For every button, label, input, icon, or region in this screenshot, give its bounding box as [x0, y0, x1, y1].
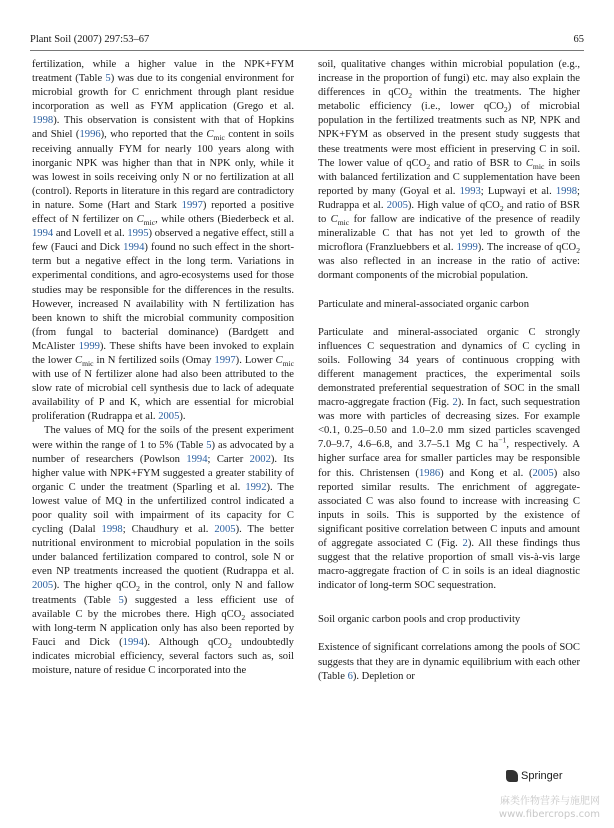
paragraph: fertilization, while a higher value in the NPK+FYM treatment (Table 5) was due to its congenial environment for microbial growth for C enrichment through plant residue incorporation as well as FYM application (Grego et al. 1998). This observation is consistent with that of Hopkins and Shiel (1996), who reported that the $C_{mic}$ content in soils receiving annually FYM for nearly 100 years along with inorganic NPK was higher than that in NPK only, while it was lowest in soils receiving only N or no fertilization at all (control). Reports in literature in this regard are contradictory in nature. Some (Hart and Stark 1997) reported a positive effect of N fertilizer on $C_{mic}$, while others (Biederbeck et al. 1994 and Lovell et al. 1995) observed a negative effect, still a few (Fauci and Dick 1994) found no such effect in the short-term but a negative effect in the long term. Variations in experimental conditions, and agro-ecosystems used for those studies may be responsible for the differences in the results. However, increased N availability with N fertilization has been known to shift the microbial community composition (from fungal to bacterial dominance) (Bardgett and McAlister 1999). These shifts have been invoked to explain the lower $C_{mic}$ in N fertilized soils (Omay 1997). Lower $C_{mic}$ with use of N fertilizer alone had also been attributed to the slow rate of microbial cell synthesis due to lack of adequate availability of P and K, which are essential for microbial proliferation (Rudrappa et al. 2005).: [32, 59, 295, 423]
citation-link[interactable]: 6: [347, 670, 353, 682]
citation-link[interactable]: 1994: [122, 636, 144, 648]
citation-link[interactable]: 2005: [386, 199, 408, 211]
citation-link[interactable]: 2: [452, 397, 458, 409]
citation-link[interactable]: 1997: [214, 354, 236, 366]
citation-link[interactable]: 5: [105, 73, 111, 85]
publisher-name: Springer: [521, 770, 563, 782]
citation-link[interactable]: 2005: [214, 524, 236, 536]
citation-link[interactable]: 2005: [158, 411, 180, 423]
citation-link[interactable]: 1998: [32, 115, 54, 127]
paragraph: Particulate and mineral-associated organic C strongly influences C sequestration and dynamics of C cycling in soils. Following 34 years of continuous cropping with different management practices, the experimental soils demonstrated preferential sequestration of SOC in the small macro-aggregate fraction (Fig. 2). In fact, such sequestration was more with particles of decreasing sizes. For example <0.1, 0.25–0.50 and 1.0–2.0 mm sized particles scavenged 7.0–9.7, 4.6–6.8, and 3.7–5.1 Mg C $ha^{-1}$, respectively. A higher surface area for smaller particles may be responsible for this. Christensen (1986) and Kong et al. (2005) also reported similar results. The enrichment of aggregate-associated C was also found to increase with increasing C inputs in soils. This is supported by the existence of significant positive correlation between C inputs and amount of aggregate associated C (Fig. 2). All these findings thus suggest that the relative proportion of small vis-à-vis large macro-aggregate fraction of C in soils is an ideal diagnostic indicator of long-term SOC sequestration.: [318, 326, 581, 592]
citation-link[interactable]: 1994: [32, 228, 54, 240]
journal-citation: Plant Soil (2007) 297:53–67: [30, 34, 150, 45]
page-header: [30, 34, 584, 45]
citation-link[interactable]: 1994: [186, 453, 208, 465]
section-heading: Soil organic carbon pools and crop productivity: [318, 614, 521, 626]
citation-link[interactable]: 2: [462, 538, 468, 549]
citation-link[interactable]: 1999: [456, 242, 478, 254]
watermark: [499, 795, 600, 821]
citation-link[interactable]: 1998: [555, 185, 578, 197]
citation-link[interactable]: 1999: [78, 340, 100, 352]
watermark-url: www.fibercrops.com: [498, 809, 600, 820]
paragraph: The values of MQ for the soils of the present experiment were within the range of 1 to 5% (Table 5) as advocated by a number of researchers (Powlson 1994; Carter 2002). Its higher value with NPK+FYM suggested a greater stability of organic C under the treatment (Sparling et al. 1992). The lowest value of MQ in the unfertilized control indicated a poor quality soil with impairment of its capacity for C cycling (Dalal 1998; Chaudhury et al. 2005). The better nutritional environment to microbial population in the soils under balanced fertilization compared to control, sole N or even NP treatments increased the quotient (Rudrappa et al. 2005). The higher qCO$_2$ in the control, only N and fallow treatments (Table 5) suggested a less efficient use of available C by the microbes there. High qCO$_2$ associated with long-term N application only has also been reported by Fauci and Dick (1994). Although qCO$_2$ undoubtedly indicates microbial efficiency, several factors such as, soil moisture, nature of residue C incorporated into the: [32, 425, 294, 677]
citation-link[interactable]: 2005: [532, 467, 554, 479]
section-heading: Particulate and mineral-associated organic carbon: [318, 298, 530, 310]
citation-link[interactable]: 5: [118, 594, 124, 606]
citation-link[interactable]: 2002: [249, 453, 271, 465]
citation-link[interactable]: 1993: [459, 185, 481, 197]
citation-link[interactable]: 1996: [79, 129, 101, 141]
citation-link[interactable]: 2005: [32, 580, 54, 592]
citation-link[interactable]: 5: [206, 439, 212, 451]
paragraph: Existence of significant correlations among the pools of SOC suggests that they are in dynamic equilibrium with each other (Table 6). Depletion or: [318, 642, 580, 682]
left-column: [32, 58, 294, 678]
citation-link[interactable]: 1992: [245, 481, 267, 493]
right-column: [318, 58, 580, 684]
citation-link[interactable]: 1997: [181, 199, 203, 211]
page-number: 65: [573, 34, 584, 45]
citation-link[interactable]: 1998: [101, 524, 123, 536]
watermark-text: 麻类作物营养与施肥网: [500, 796, 600, 807]
publisher-logo: [506, 770, 563, 782]
citation-link[interactable]: 1995: [127, 228, 149, 240]
springer-horse-icon: [506, 770, 518, 782]
citation-link[interactable]: 1986: [418, 467, 441, 479]
citation-link[interactable]: 1994: [123, 242, 145, 254]
paragraph: soil, qualitative changes within microbial population (e.g., increase in the proportion of fungi) etc. may also explain the differences in qCO$_2$ within the treatments. The higher metabolic efficiency (i.e., lower qCO$_2$) of microbial population in the fertilized treatments such as NP, NPK and NPK+FYM as observed in the present study suggests that these treatments were most efficient in preserving C in soil. The lower value of qCO$_2$ and ratio of BSR to $C_{mic}$ in soils with balanced fertilization and C supplementation have been reported by many (Goyal et al. 1993; Lupwayi et al. 1998; Rudrappa et al. 2005). High value of qCO$_2$ and ratio of BSR to $C_{mic}$ for fallow are indicative of the presence of readily mineralizable C that has not yet led to growth of the microflora (Franzluebbers et al. 1999). The increase of qCO$_2$ was also reflected in an increase in the ratio of active: dormant components of the microbial population.: [318, 59, 581, 282]
header-divider: [30, 50, 584, 51]
